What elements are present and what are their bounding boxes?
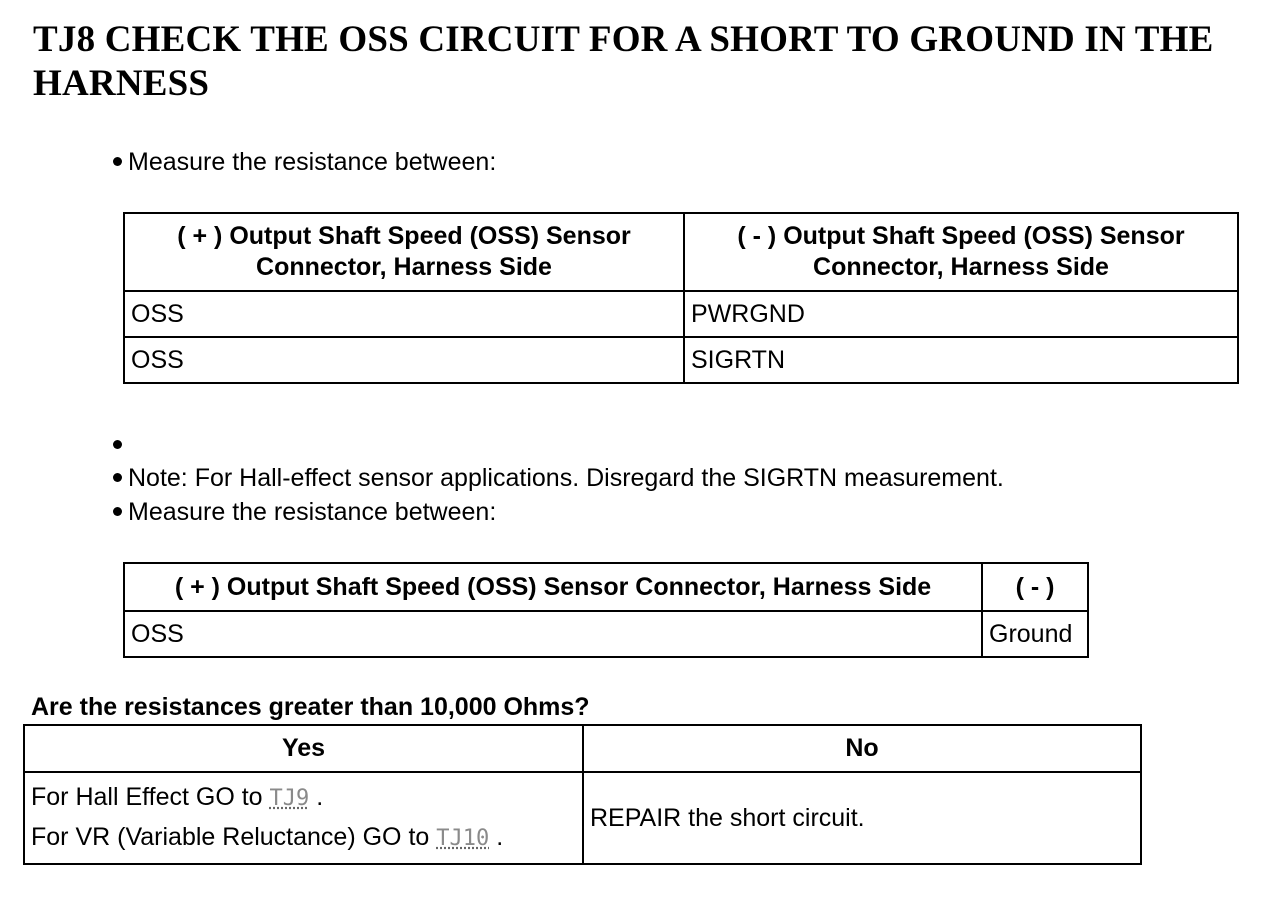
table-row [124,337,1238,383]
column-header-negative: ( - ) [982,563,1088,611]
table-row [124,291,1238,337]
resistance-table-2 [123,562,1089,658]
step-text: Note: For Hall-effect sensor applications. Disregard the SIGRTN measurement. [128,464,1004,492]
bullet-dot [113,473,122,482]
decision-question: Are the resistances greater than 10,000 Ohms? [31,693,590,721]
table-cell: OSS [124,337,684,383]
yes-cell [24,772,583,864]
bullet-dot [113,157,122,166]
column-header-negative: ( - ) Output Shaft Speed (OSS) Sensor Connector, Harness Side [684,213,1238,291]
table-row [124,611,1088,657]
yes-line-text: For VR (Variable Reluctance) GO to [31,823,430,851]
column-header-positive: ( + ) Output Shaft Speed (OSS) Sensor Connector, Harness Side [124,563,982,611]
table-cell: OSS [124,611,982,657]
table-row [24,772,1141,864]
step-measure-2 [113,497,496,527]
bullet-dot [113,507,122,516]
table-cell: SIGRTN [684,337,1238,383]
step-note [113,463,1004,493]
resistance-table-1 [123,212,1239,384]
table-cell: OSS [124,291,684,337]
table-cell: PWRGND [684,291,1238,337]
step-text: Measure the resistance between: [128,498,497,526]
table-header-row [124,563,1088,611]
step-text: Measure the resistance between: [128,148,497,176]
column-header-no: No [583,725,1141,772]
yes-line-hall [31,778,576,818]
step-measure-1 [113,147,496,177]
bullet-dot [113,440,122,449]
page-title: TJ8 CHECK THE OSS CIRCUIT FOR A SHORT TO GROUND IN THE HARNESS [33,19,1214,104]
table-header-row [24,725,1141,772]
column-header-positive: ( + ) Output Shaft Speed (OSS) Sensor Connector, Harness Side [124,213,684,291]
table-cell: Ground [982,611,1088,657]
decision-table [23,724,1142,865]
column-header-yes: Yes [24,725,583,772]
table-header-row [124,213,1238,291]
no-cell: REPAIR the short circuit. [583,772,1141,864]
yes-line-vr [31,818,576,858]
link-tj10[interactable]: TJ10 [436,826,490,851]
yes-line-suffix: . [496,823,504,851]
yes-line-suffix: . [316,783,324,811]
yes-line-text: For Hall Effect GO to [31,783,263,811]
step-blank [113,430,128,460]
link-tj9[interactable]: TJ9 [269,786,310,811]
